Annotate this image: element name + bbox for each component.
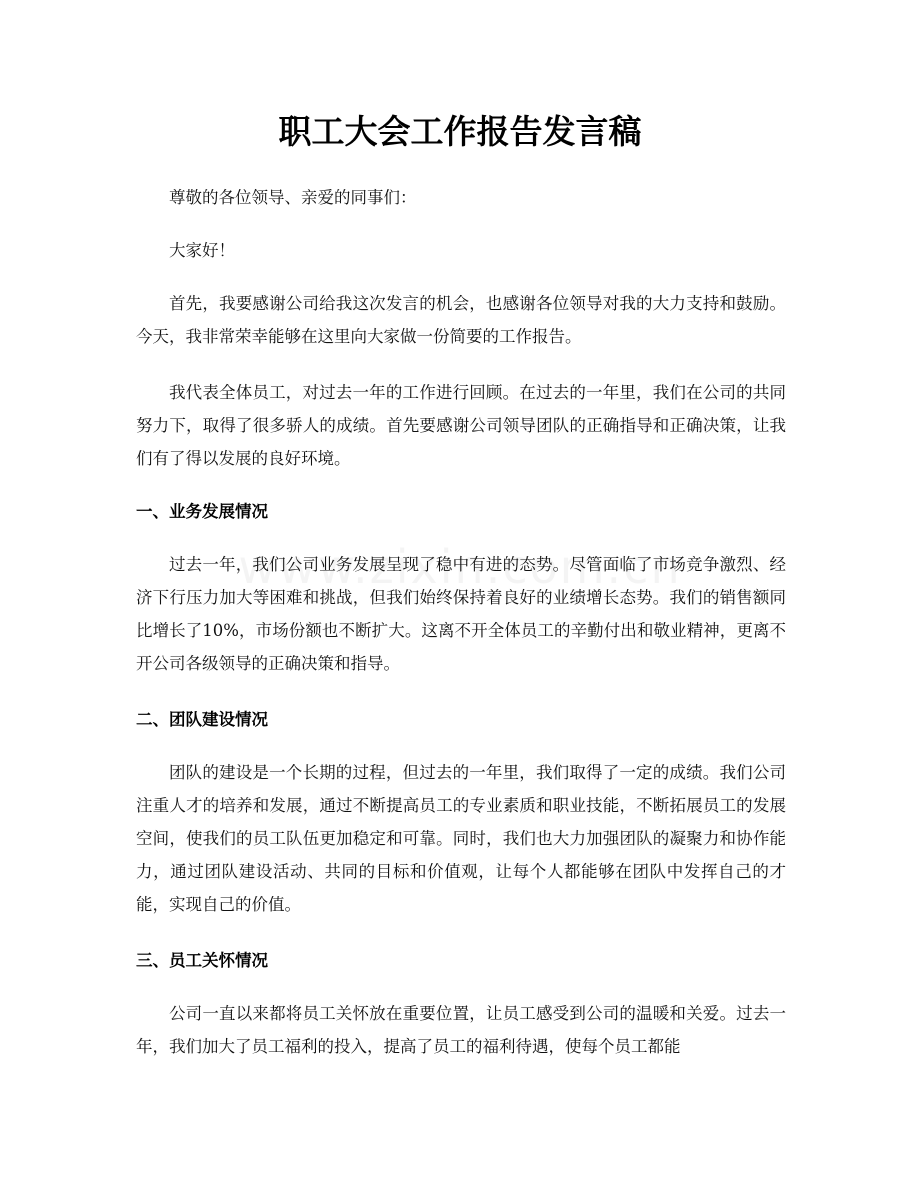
section-heading-care: 三、员工关怀情况 (136, 951, 268, 970)
section-body-business: 过去一年，我们公司业务发展呈现了稳中有进的态势。尽管面临了市场竞争激烈、经济下行压力加大等困难和挑战，但我们始终保持着良好的业绩增长态势。我们的销售额同比增长了10%，市场份额也不断扩大。这离不开全体员工的辛勤付出和敬业精神，更离不开公司各级领导的正确决策和指导。 (136, 555, 786, 673)
section-body-team: 团队的建设是一个长期的过程，但过去的一年里，我们取得了一定的成绩。我们公司注重人才的培养和发展，通过不断提高员工的专业素质和职业技能，不断拓展员工的发展空间，使我们的员工队伍更加稳定和可靠。同时，我们也大力加强团队的凝聚力和协作能力，通过团队建设活动、共同的目标和价值观，让每个人都能够在团队中发挥自己的才能，实现自己的价值。 (136, 763, 786, 914)
intro-paragraph: 首先，我要感谢公司给我这次发言的机会，也感谢各位领导对我的大力支持和鼓励。今天，我非常荣幸能够在这里向大家做一份简要的工作报告。 (136, 294, 786, 346)
hello-paragraph: 大家好！ (169, 241, 235, 260)
section-body-care: 公司一直以来都将员工关怀放在重要位置，让员工感受到公司的温暖和关爱。过去一年，我们加大了员工福利的投入，提高了员工的福利待遇，使每个员工都能 (136, 1004, 786, 1056)
document-title: 职工大会工作报告发言稿 (278, 112, 642, 151)
section-heading-business: 一、业务发展情况 (136, 502, 268, 521)
review-paragraph: 我代表全体员工，对过去一年的工作进行回顾。在过去的一年里，我们在公司的共同努力下，取得了很多骄人的成绩。首先要感谢公司领导团队的正确指导和正确决策，让我们有了得以发展的良好环境。 (136, 383, 786, 468)
document-body (136, 181, 786, 1086)
greeting-paragraph: 尊敬的各位领导、亲爱的同事们： (169, 188, 417, 207)
section-heading-team: 二、团队建设情况 (136, 710, 268, 729)
